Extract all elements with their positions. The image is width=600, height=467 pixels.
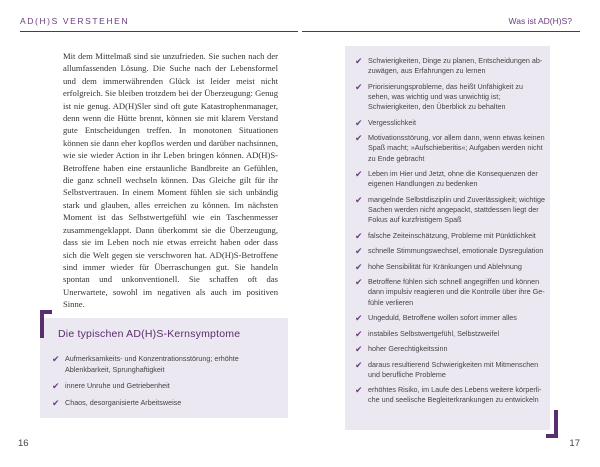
core-symptoms-box	[40, 318, 288, 418]
checkmark-icon: ✔	[355, 313, 363, 324]
list-item: ✔ Leben im Hier und Jetzt, ohne die Konsequenzen der eigenen Handlungen zu bedenken	[355, 169, 538, 189]
list-item: ✔ Chaos, desorganisierte Arbeitsweise	[52, 397, 182, 408]
header-rule-left	[20, 31, 298, 32]
checkmark-icon: ✔	[355, 328, 363, 339]
checkmark-icon: ✔	[355, 133, 363, 144]
list-item: ✔ innere Unruhe und Getriebenheit	[52, 381, 170, 391]
list-item: ✔ Ungeduld, Betroffene wollen sofort immer alles	[355, 313, 517, 324]
checkmark-icon: ✔	[355, 81, 363, 92]
body-paragraph	[63, 50, 278, 311]
checkmark-icon: ✔	[355, 169, 363, 180]
box-corner-accent	[40, 310, 52, 338]
list-item: ✔ mangelnde Selbstdisziplin und Zuverlässigkeit; wichtige Sachen werden nicht angepackt, stattdessen liegt der Fokus auf kurzfristigem Spaß	[355, 194, 545, 225]
list-item: ✔ Aufmerksamkeits- und Konzentrationsstörung; erhöhte Ablenkbarkeit, Sprunghaftigkeit	[52, 354, 239, 374]
running-header-left: AD(H)S VERSTEHEN	[20, 16, 130, 26]
list-item: ✔ daraus resultierend Schwierigkeiten mit Mitmenschen und berufliche Probleme	[355, 359, 539, 379]
symptoms-continuation-box	[345, 46, 550, 430]
box-corner-accent	[546, 410, 558, 438]
checkmark-icon: ✔	[355, 277, 363, 288]
checkmark-icon: ✔	[52, 354, 60, 364]
list-item: ✔ hoher Gerechtigkeitssinn	[355, 344, 448, 355]
list-item: ✔ instabiles Selbstwertgefühl, Selbstzweifel	[355, 328, 500, 339]
page-number-left: 16	[18, 438, 29, 449]
list-item: ✔ Motivationsstörung, vor allem dann, wenn etwas keinen Spaß macht; »Aufschieberitis«; Aufgaben werden nicht zu Ende gebracht	[355, 133, 545, 163]
list-item: ✔ schnelle Stimmungswechsel, emotionale Dysregulation	[355, 246, 544, 257]
list-item: ✔ Betroffene fühlen sich schnell angegriffen und können dann impulsiv reagieren und die Kontrolle über ihre Gefühle verlieren	[355, 277, 545, 307]
symptoms-continuation-list	[355, 56, 545, 411]
list-item: ✔ erhöhtes Risiko, im Laufe des Lebens weitere körperliche und seelische Begleiterkrankungen zu entwickeln	[355, 385, 542, 405]
checkmark-icon: ✔	[355, 194, 363, 205]
list-item: ✔ Priorisierungsprobleme, das heißt Unfähigkeit zu sehen, was wichtig und was unwichtig ist; Schwierigkeiten, den Überblick zu behalten	[355, 81, 524, 112]
list-item: ✔ hohe Sensibilität für Kränkungen und Ablehnung	[355, 261, 522, 272]
checkmark-icon: ✔	[355, 344, 363, 355]
core-symptoms-list	[52, 354, 284, 414]
checkmark-icon: ✔	[355, 261, 363, 272]
page-number-right: 17	[569, 438, 580, 449]
list-item: ✔ falsche Zeiteinschätzung, Probleme mit Pünktlichkeit	[355, 230, 536, 241]
checkmark-icon: ✔	[355, 230, 363, 241]
checkmark-icon: ✔	[355, 385, 363, 396]
body-paragraph-text: Mit dem Mittelmaß sind sie unzufrieden. Sie suchen nach der allumfassenden Lösung. Die Suche nach der Lebensformel und dem immerwährenden Glück ist leider meist nicht erfolgreich. Sie bleiben trotzdem bei der Überzeugung: Genug ist nie genug. AD(H)Sler sind oft gute Katastrophenmanager, denn wenn die Hütte brennt, können sie mit klarem Verstand gute Entscheidungen treffen. In monotonen Situationen können sie dann eher kopflos werden und darüber nachsinnen, wie sie wieder Action in ihr Leben bringen können. AD(H)S-Betroffene haben eine erstaunliche Bandbreite an Gefühlen, die ganz schnell wechseln können. Das Gleiche gilt für ihr Selbstvertrauen. In einem Moment fühlen sie sich unbändig stark und glauben, alles erreichen zu können. Im nächsten Moment ist das Selbstwertgefühl wie ein Taschenmesser zusammengeklappt. Dann überkommt sie die Überzeugung, dass sie im Leben noch nie etwas erreicht haben oder dass sich die Welt gegen sie verschworen hat. AD(H)S-Betroffene sind immer wieder für Überraschungen gut. Sie handeln spontan und unkonventionell. Sie schaffen oft das Unerwartete, sowohl im negativen als auch im positiven Sinne.	[63, 51, 278, 310]
list-item: ✔ Schwierigkeiten, Dinge zu planen, Entscheidungen abzuwägen, aus Erfahrungen zu lernen	[355, 56, 543, 76]
checkmark-icon: ✔	[355, 117, 363, 128]
checkmark-icon: ✔	[355, 246, 363, 257]
checkmark-icon: ✔	[355, 56, 363, 66]
running-header-right: Was ist AD(H)S?	[508, 16, 572, 26]
core-symptoms-title: Die typischen AD(H)S-Kernsymptome	[58, 328, 241, 340]
header-rule-right	[302, 31, 580, 32]
list-item: ✔ Vergesslichkeit	[355, 117, 416, 128]
checkmark-icon: ✔	[52, 381, 60, 391]
checkmark-icon: ✔	[355, 359, 363, 370]
checkmark-icon: ✔	[52, 397, 60, 408]
